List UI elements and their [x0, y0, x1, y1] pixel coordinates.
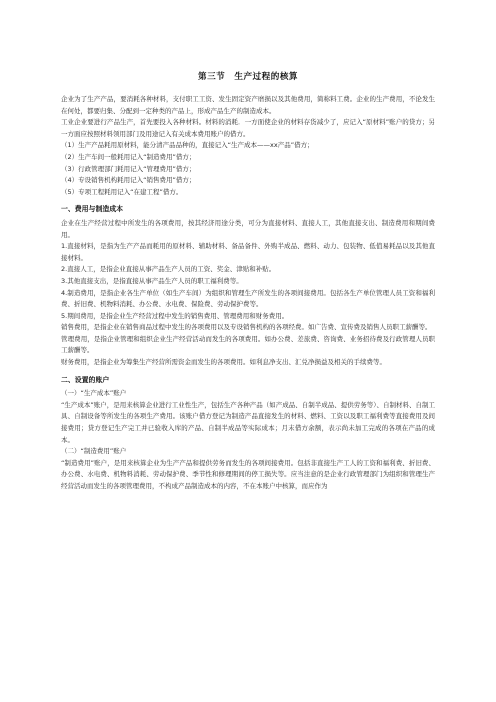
intro-paragraph: 企业为了生产产品，要消耗各种材料，支付职工工资、发生固定资产磨损以及其他费用，简称料工费。企业的生产费用，不论发生在何处，都要归集、分配到一定种类的产品上，形成产品生产的制造成本。 [61, 95, 435, 115]
intro-list-item: （1）生产产品耗用原材料，能分清产品品种的，直接记入“生产成本——xx产品”借方； [61, 141, 314, 150]
section2-paragraph: “制造费用”账户，是用来核算企业为生产产品和提供劳务而发生的各项间接费用。包括非直接生产工人的工资和福利费、折旧费、办公费、水电费、机物料消耗、劳动保护费、季节性和修理期间的停工损失等。应当注意的是企业行政管理部门为组织和管理生产经营活动而发生的各项管理费用，不构成产品制造成本的内容，不在本账户中核算，而应作为 [61, 458, 435, 490]
section1-paragraph: 3.其他直接支出，是指直接从事产品生产人员的职工福利费等。 [61, 276, 243, 285]
section1-paragraph: 4.制造费用，是指企业各生产单位（如生产车间）为组织和管理生产所发生的各项间接费用。包括各生产单位管理人员工资和福利费、折旧费、机物料消耗、办公费、水电费、保险费、劳动保护费等。 [61, 288, 435, 309]
intro-list-item: （2）生产车间一般耗用记入“制造费用”借方； [61, 152, 196, 161]
section1-paragraph: 财务费用，是指企业为筹集生产经营所需资金而发生的各项费用。如利息净支出、汇兑净损益及相关的手续费等。 [61, 358, 386, 367]
section2-subheading: （一）“生产成本”账户 [61, 389, 127, 398]
intro-list-item: （3）行政管理部门耗用记入“管理费用”借方； [61, 164, 196, 173]
document-page [61, 70, 435, 493]
section-heading-costs: 一、费用与制造成本 [61, 205, 124, 214]
page-title: 第三节 生产过程的核算 [197, 72, 299, 82]
section-heading-accounts: 二、设置的账户 [61, 375, 110, 384]
section1-paragraph: 2.直接人工，是指企业直接从事产品生产人员的工资、奖金、津贴和补贴。 [61, 265, 276, 274]
section2-paragraph: “生产成本”账户，是用来核算企业进行工业性生产，包括生产各种产品（如产成品、自制半成品、提供劳务等）、自制材料、自制工具、自制设备等所发生的各项生产费用。该账户借方登记为制造产品直接发生的材料、燃料、工资以及职工福利费等直接费用及间接费用；贷方登记生产完工并已验收入库的产品、自制半成品等实际成本；月末借方余额，表示尚未加工完成的各项在产品的成本。 [61, 400, 435, 444]
intro-list-item: （5）专项工程耗用记入“在建工程”借方。 [61, 187, 183, 196]
section1-paragraph: 销售费用，是指企业在销售商品过程中发生的各项费用以及专设销售机构的各项经费。如广告费、宣传费及销售人员职工薪酬等。 [61, 323, 432, 332]
section1-paragraph: 企业在生产经营过程中所发生的各项费用，按其经济用途分类，可分为直接材料、直接人工，其他直接支出、制造费用和期间费用。 [61, 218, 435, 239]
section1-paragraph: 管理费用，是指企业管理和组织企业生产经营活动而发生的各项费用。如办公费、差旅费、咨询费、业务招待费及行政管理人员职工薪酬等。 [61, 334, 435, 355]
section1-paragraph: 1.直接材料，是指为生产产品而耗用的原材料、辅助材料、备品备件、外购半成品、燃料、动力、包装物、低值易耗品以及其他直接材料。 [61, 242, 435, 262]
section1-paragraph: 5.期间费用，是指企业生产经营过程中发生的销售费用、管理费用和财务费用。 [61, 311, 289, 320]
intro-list-item: （4）专设销售机构耗用记入“销售费用”借方； [61, 176, 196, 185]
section2-subheading: （二）“制造费用”账户 [61, 447, 127, 456]
intro-paragraph: 工业企业要进行产品生产，首先要投入各种材料。材料的消耗．一方面使企业的材料存货减少了，应记入“原材料”账户的贷方；另一方面应按照材料领用部门及用途记入有关成本费用账户的借方。 [61, 118, 435, 138]
